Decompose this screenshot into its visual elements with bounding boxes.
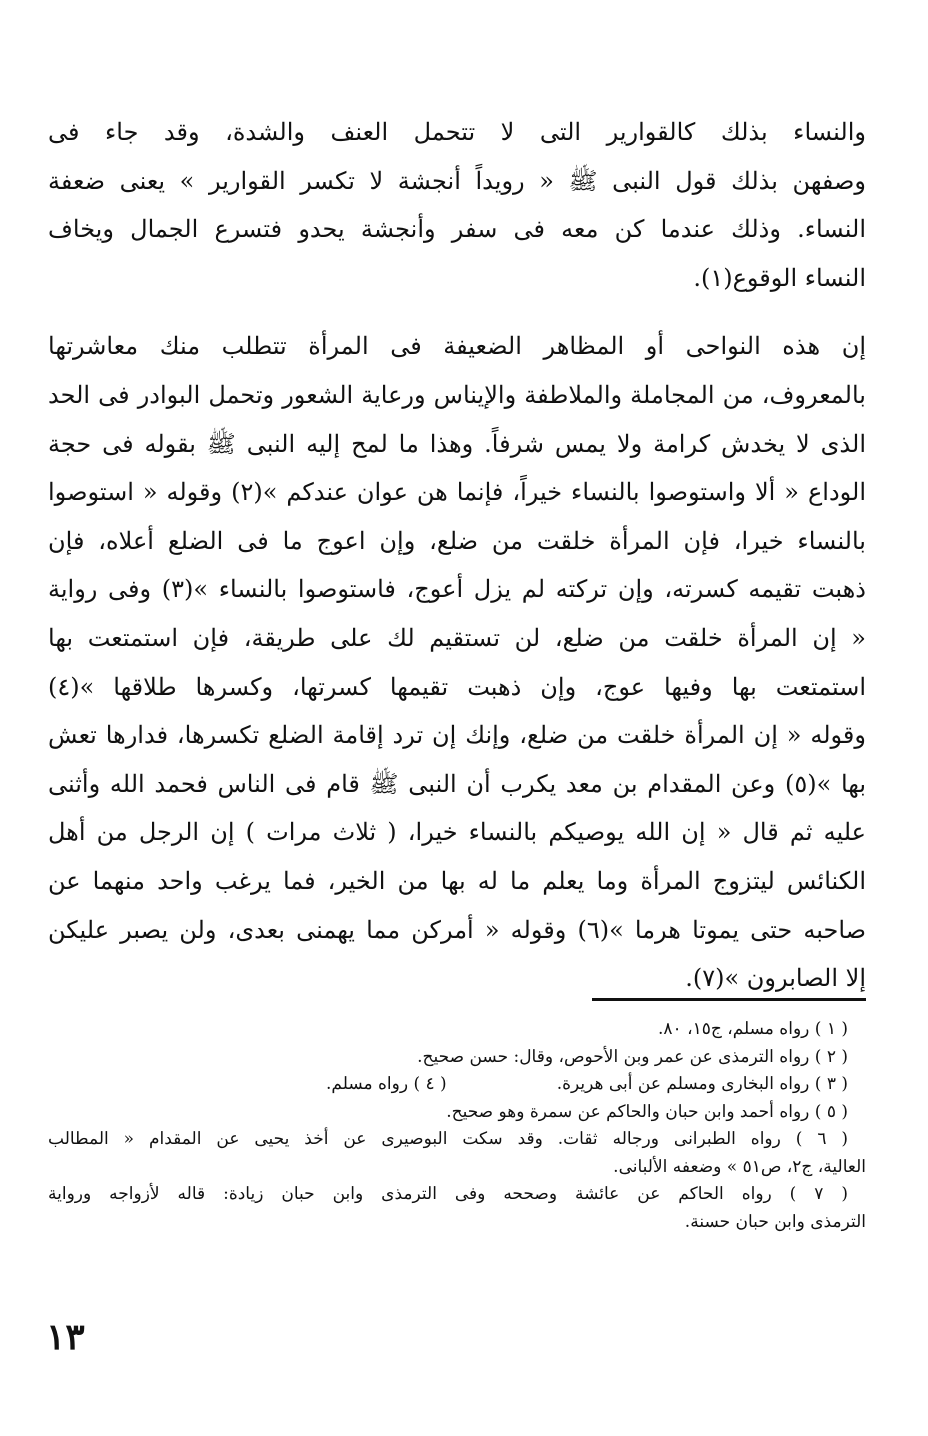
footnote-7-line-2: الترمذى وابن حبان حسنة. bbox=[684, 1211, 866, 1232]
text-line: بالمعروف، من المجاملة والملاطفة والإيناس ورعاية الشعور وتحمل البوادر فى الحد bbox=[48, 380, 866, 409]
footnote-separator bbox=[592, 998, 866, 1001]
text-line: النساء. وذلك عندما كن معه فى سفر وأنجشة يحدو فتسرع الجمال ويخاف bbox=[48, 215, 866, 244]
text-line: استمتعت بها وفيها عوج، وإن ذهبت تقيمها كسرتها، وكسرها طلاقها »(٤) bbox=[48, 672, 866, 701]
footnote-3: ( ٣ ) رواه البخارى ومسلم عن أبى هريرة. bbox=[556, 1074, 848, 1094]
paragraph-1 bbox=[48, 108, 866, 302]
text-line: عليه ثم قال « إن الله يوصيكم بالنساء خيرا، ( ثلاث مرات ) إن الرجل من أهل bbox=[48, 818, 866, 847]
text-line: الكنائس ليتزوج المرأة وما يعلم ما له بها من الخير، فما يرغب واحد منهما عن bbox=[48, 866, 866, 895]
text-line: والنساء بذلك كالقوارير التى لا تتحمل العنف والشدة، وقد جاء فى bbox=[48, 118, 866, 146]
text-line: الذى لا يخدش كرامة ولا يمس شرفاً. وهذا ما لمح إليه النبى ﷺ بقوله فى حجة bbox=[48, 429, 866, 458]
text-line: وصفهن بذلك قول النبى ﷺ « رويداً أنجشة لا تكسر القوارير » يعنى ضعفة bbox=[48, 166, 866, 195]
footnote-2: ( ٢ ) رواه الترمذى عن عمر وبن الأحوص، وقال: حسن صحيح. bbox=[417, 1046, 848, 1067]
text-line: إلا الصابرون »(٧). bbox=[685, 964, 866, 993]
text-line: النساء الوقوع(١). bbox=[693, 263, 866, 292]
paragraph-2 bbox=[48, 322, 866, 1002]
footnote-5: ( ٥ ) رواه أحمد وابن حبان والحاكم عن سمرة وهو صحيح. bbox=[446, 1101, 848, 1122]
footnote-gap bbox=[447, 1071, 557, 1099]
text-line: بها »(٥) وعن المقدام بن معد يكرب أن النبى ﷺ قام فى الناس فحمد الله وأثنى bbox=[48, 769, 866, 798]
text-line: إن هذه النواحى أو المظاهر الضعيفة فى المرأة تتطلب منك معاشرتها bbox=[48, 332, 866, 361]
page-number: ١٣ bbox=[46, 1316, 85, 1358]
footnote-1: ( ١ ) رواه مسلم، ج١٥، ٨٠. bbox=[658, 1019, 848, 1039]
footnote-7-line-1: ( ٧ ) رواه الحاكم عن عائشة وصححه وفى الترمذى وابن حبان زيادة: قاله لأزواجه ورواية bbox=[48, 1184, 848, 1204]
footnotes bbox=[48, 1016, 866, 1236]
text-line: الوداع « ألا واستوصوا بالنساء خيراً، فإنما هن عوان عندكم »(٢) وقوله « استوصوا bbox=[48, 478, 866, 507]
text-line: ذهبت تقيمه كسرته، وإن تركته لم يزل أعوج، فاستوصوا بالنساء »(٣) وفى رواية bbox=[48, 575, 866, 604]
text-line: وقوله « إن المرأة خلقت من ضلع، وإنك إن ترد إقامة الضلع تكسرها، فدارها تعش bbox=[48, 721, 866, 750]
text-line: بالنساء خيرا، فإن المرأة خلقت من ضلع، وإن اعوج ما فى الضلع أعلاه، فإن bbox=[48, 526, 866, 555]
footnote-6-line-1: ( ٦ ) رواه الطبرانى ورجاله ثقات. وقد سكت البوصيرى عن أخذ يحيى عن المقدام « المطالب bbox=[48, 1129, 848, 1149]
footnote-4: ( ٤ ) رواه مسلم. bbox=[326, 1074, 447, 1094]
text-line: « إن المرأة خلقت من ضلع، لن تستقيم لك على طريقة، فإن استمتعت بها bbox=[48, 623, 866, 652]
main-text bbox=[48, 108, 866, 1003]
text-line: صاحبه حتى يموتا هرما »(٦) وقوله « أمركن مما يهمنى بعدى، ولن يصبر عليكن bbox=[48, 915, 866, 944]
footnote-6-line-2: العالية، ج٢، ص٥١ » وضعفه الألبانى. bbox=[613, 1156, 866, 1177]
footnote-row-3-4 bbox=[48, 1071, 866, 1099]
